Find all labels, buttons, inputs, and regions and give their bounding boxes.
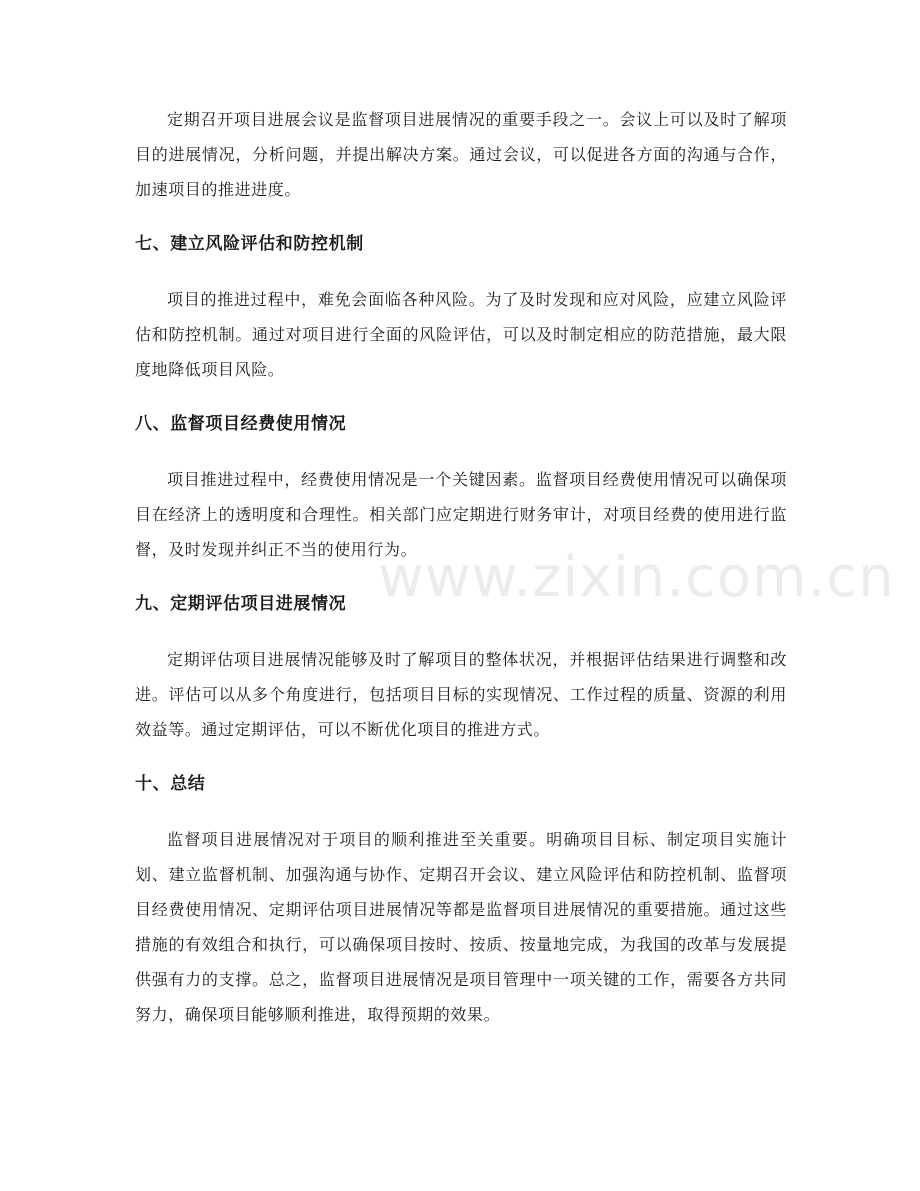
section-heading-funding: 八、监督项目经费使用情况 xyxy=(135,414,347,434)
section-heading-summary: 十、总结 xyxy=(135,774,206,794)
paragraph-summary: 监督项目进展情况对于项目的顺利推进至关重要。明确项目目标、制定项目实施计划、建立监督机制、加强沟通与协作、定期召开会议、建立风险评估和防控机制、监督项目经费使用情况、定期评估项目进展情况等都是监督项目进展情况的重要措施。通过这些措施的有效组合和执行，可以确保项目按时、按质、按量地完成，为我国的改革与发展提供强有力的支撑。总之，监督项目进展情况是项目管理中一项关键的工作，需要各方共同努力，确保项目能够顺利推进，取得预期的效果。 xyxy=(135,830,787,1024)
paragraph-risk: 项目的推进过程中，难免会面临各种风险。为了及时发现和应对风险，应建立风险评估和防控机制。通过对项目进行全面的风险评估，可以及时制定相应的防范措施，最大限度地降低项目风险。 xyxy=(135,290,787,379)
paragraph-evaluation: 定期评估项目进展情况能够及时了解项目的整体状况，并根据评估结果进行调整和改进。评估可以从多个角度进行，包括项目目标的实现情况、工作过程的质量、资源的利用效益等。通过定期评估，可以不断优化项目的推进方式。 xyxy=(135,650,787,739)
section-heading-evaluation: 九、定期评估项目进展情况 xyxy=(135,594,347,614)
document-body xyxy=(135,102,787,1032)
paragraph-meeting: 定期召开项目进展会议是监督项目进展情况的重要手段之一。会议上可以及时了解项目的进展情况，分析问题，并提出解决方案。通过会议，可以促进各方面的沟通与合作，加速项目的推进进度。 xyxy=(135,110,787,199)
paragraph-funding: 项目推进过程中，经费使用情况是一个关键因素。监督项目经费使用情况可以确保项目在经济上的透明度和合理性。相关部门应定期进行财务审计，对项目经费的使用进行监督，及时发现并纠正不当的使用行为。 xyxy=(135,470,787,559)
watermark: www.zixin.com.cn xyxy=(378,545,895,610)
section-heading-risk: 七、建立风险评估和防控机制 xyxy=(135,234,364,254)
